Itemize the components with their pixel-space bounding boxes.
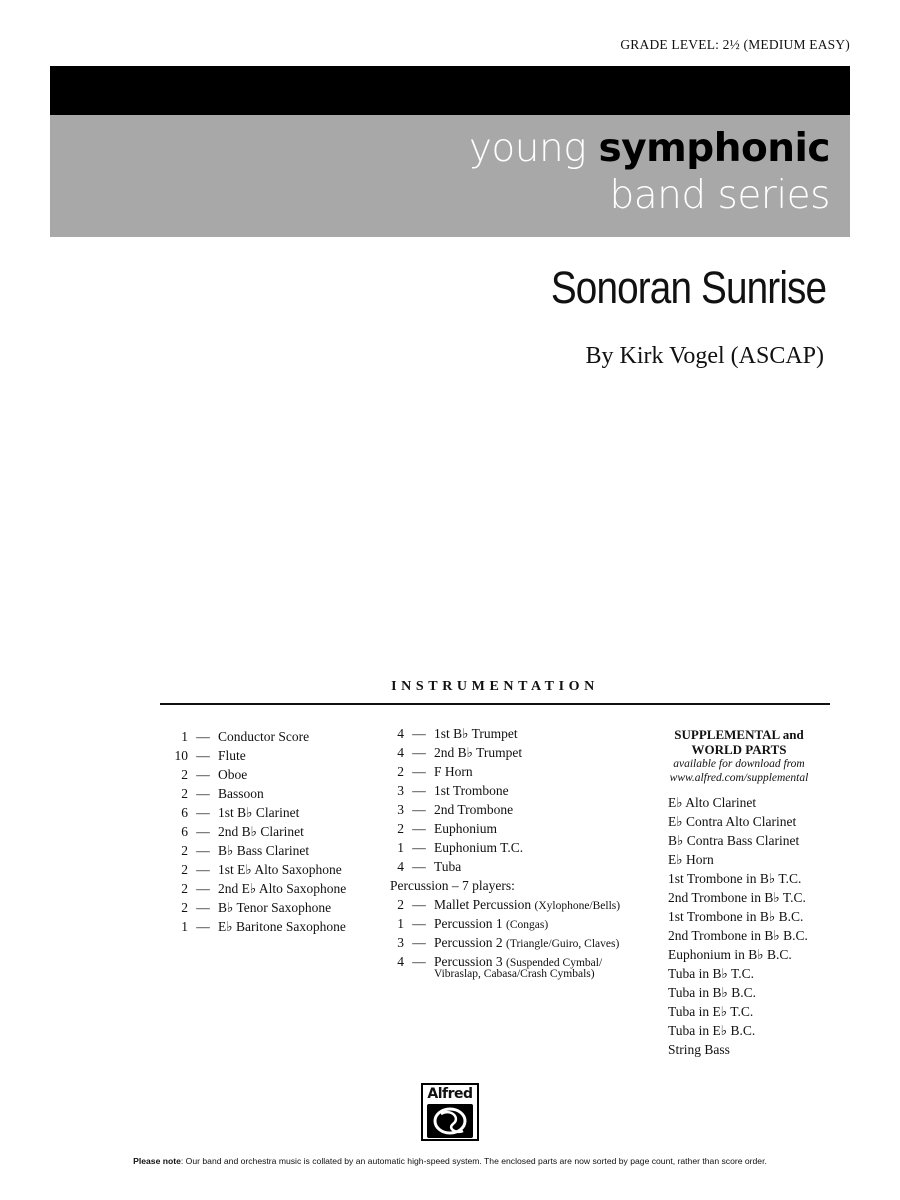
percussion-3-continued: Vibraslap, Cabasa/Crash Cymbals) <box>434 968 595 980</box>
list-item: 1st Trombone in B♭ T.C. <box>668 871 802 886</box>
list-item: 4 — 2nd B♭ Trumpet <box>397 745 523 760</box>
list-item: 6 — 1st B♭ Clarinet <box>181 805 300 820</box>
list-item: 2 — 2nd E♭ Alto Saxophone <box>181 881 347 896</box>
piece-title: Sonoran Sunrise <box>550 262 826 313</box>
list-item: 4 — Percussion 3 (Suspended Cymbal/ <box>397 954 603 969</box>
supplemental-heading: SUPPLEMENTAL and WORLD PARTS <box>674 727 804 757</box>
footnote-text: : Our band and orchestra music is collated by an automatic high-speed system. The enclosed parts are now sorted by page count, rather than score order. <box>180 1156 767 1166</box>
list-item: E♭ Alto Clarinet <box>668 795 757 810</box>
instrument-list-column-2 <box>390 724 620 982</box>
list-item: 1st Trombone in B♭ B.C. <box>668 909 804 924</box>
composer-byline: By Kirk Vogel (ASCAP) <box>585 343 824 369</box>
list-item: Euphonium in B♭ B.C. <box>668 947 792 962</box>
series-band: band series <box>609 173 830 218</box>
supplemental-parts <box>668 727 858 1059</box>
list-item: 3 — 2nd Trombone <box>397 802 514 817</box>
list-item: 2 — B♭ Bass Clarinet <box>181 843 310 858</box>
list-item: Tuba in E♭ B.C. <box>668 1023 756 1038</box>
footnote-label: Please note <box>133 1156 181 1166</box>
series-young: young <box>468 126 587 171</box>
supplemental-url[interactable]: www.alfred.com/supplemental <box>669 772 809 784</box>
list-item: 4 — 1st B♭ Trumpet <box>397 726 518 741</box>
list-item: 1 — Percussion 1 (Congas) <box>397 916 549 931</box>
logo-emblem-icon <box>427 1104 473 1138</box>
alfred-logo <box>421 1083 479 1141</box>
list-item: Tuba in B♭ T.C. <box>668 966 755 981</box>
supplemental-note: available for download from www.alfred.com/supplemental <box>664 757 814 785</box>
instrument-list-column-1 <box>164 727 346 936</box>
list-item: E♭ Horn <box>668 852 714 867</box>
list-item: 2 — F Horn <box>397 764 473 779</box>
list-item: 1 — Euphonium T.C. <box>397 840 524 855</box>
list-item: 2 — Bassoon <box>181 786 264 801</box>
list-item: 1 — Conductor Score <box>181 729 310 744</box>
instrumentation-heading: INSTRUMENTATION <box>391 679 599 694</box>
list-item: 2nd Trombone in B♭ T.C. <box>668 890 806 905</box>
list-item: B♭ Contra Bass Clarinet <box>668 833 800 848</box>
series-banner <box>50 115 850 237</box>
footnote <box>0 1156 900 1166</box>
list-item: 6 — 2nd B♭ Clarinet <box>181 824 304 839</box>
list-item: String Bass <box>668 1042 730 1057</box>
list-item: 2 — Oboe <box>181 767 248 782</box>
logo-word: Alfred <box>427 1086 473 1102</box>
series-symphonic: symphonic <box>598 126 830 171</box>
list-item: 2 — Euphonium <box>397 821 497 836</box>
list-item: Tuba in E♭ T.C. <box>668 1004 754 1019</box>
list-item: Tuba in B♭ B.C. <box>668 985 757 1000</box>
divider <box>160 703 830 705</box>
list-item: 2nd Trombone in B♭ B.C. <box>668 928 808 943</box>
header-black-bar <box>50 66 850 115</box>
list-item: E♭ Contra Alto Clarinet <box>668 814 797 829</box>
list-item: 2 — 1st E♭ Alto Saxophone <box>181 862 342 877</box>
list-item: 1 — E♭ Baritone Saxophone <box>181 919 346 934</box>
list-item: 2 — Mallet Percussion (Xylophone/Bells) <box>397 897 621 912</box>
list-item: 3 — 1st Trombone <box>397 783 509 798</box>
percussion-header: Percussion – 7 players: <box>390 878 515 893</box>
series-logo <box>469 125 830 219</box>
list-item: 10 — Flute <box>174 748 246 763</box>
supplemental-list <box>668 793 858 1059</box>
list-item: 3 — Percussion 2 (Triangle/Guiro, Claves) <box>397 935 620 950</box>
list-item: 4 — Tuba <box>397 859 462 874</box>
list-item: 2 — B♭ Tenor Saxophone <box>181 900 332 915</box>
grade-level: GRADE LEVEL: 2½ (MEDIUM EASY) <box>620 37 850 52</box>
